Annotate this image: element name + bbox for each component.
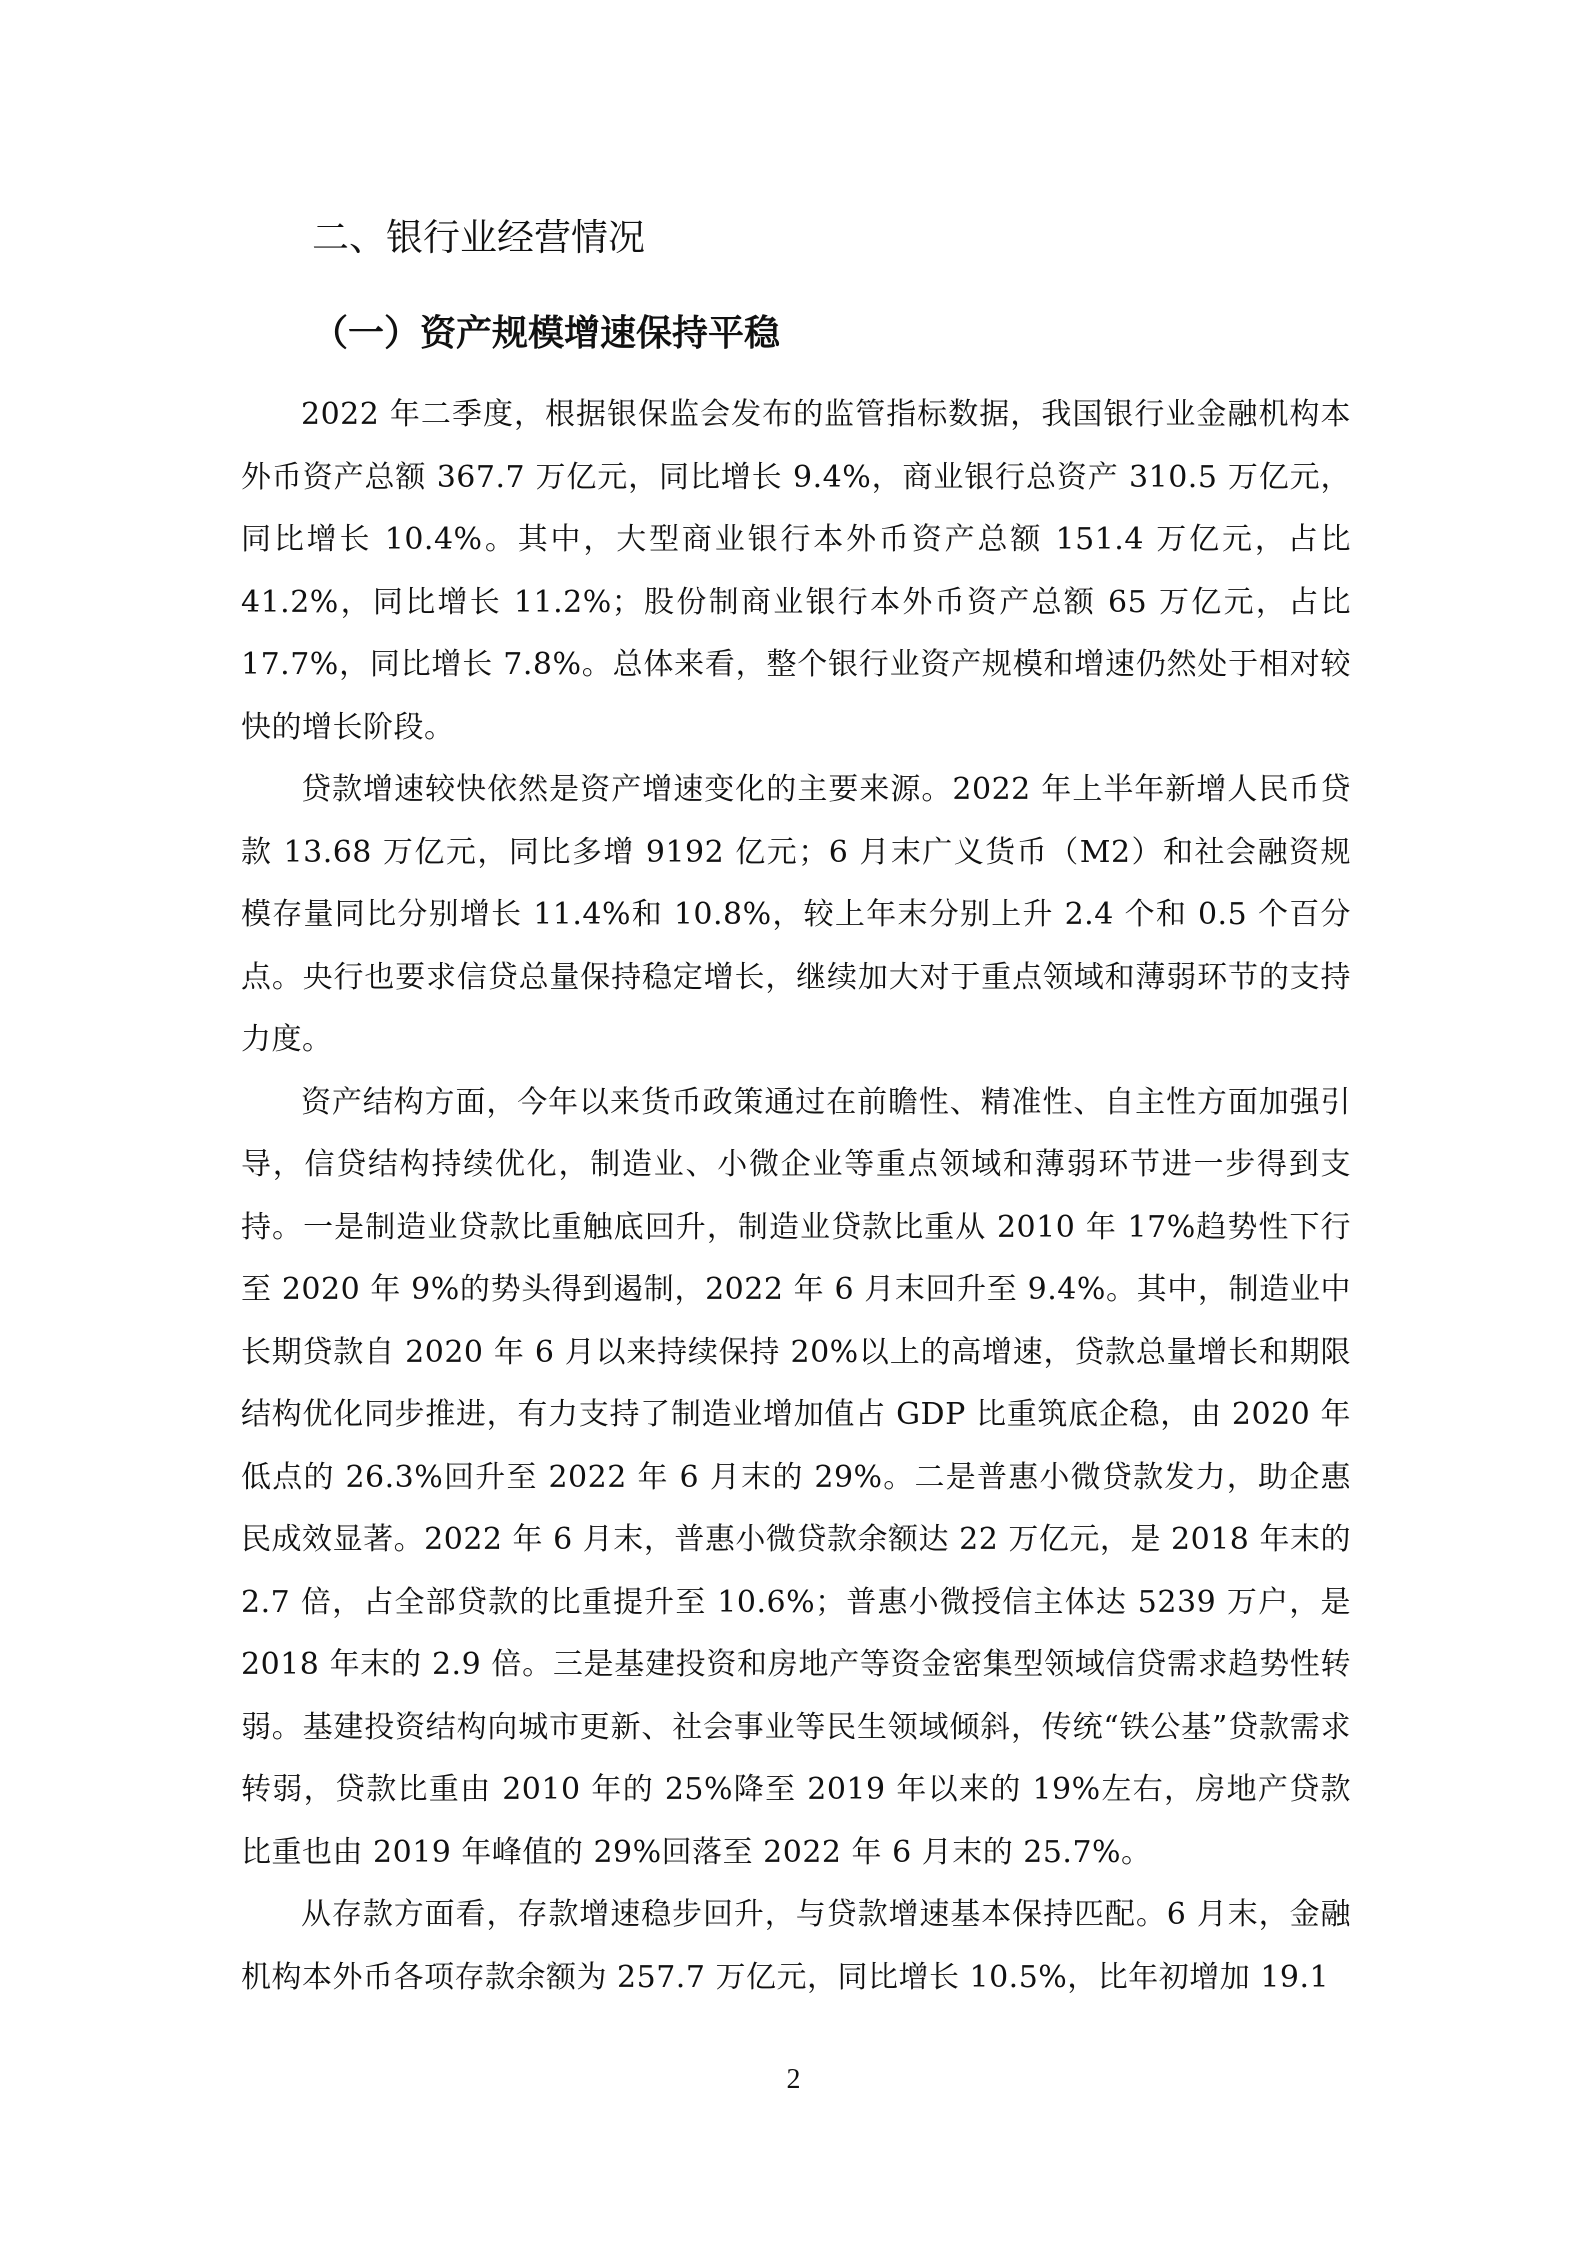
paragraph-loan-growth: 贷款增速较快依然是资产增速变化的主要来源。2022 年上半年新增人民币贷款 13.68 万亿元，同比多增 9192 亿元；6 月末广义货币（M2）和社会融资规模存量同比分别增长 11.4%和 10.8%，较上年末分别上升 2.4 个和 0.5 个百分点。央行也要求信贷总量保持稳定增长，继续加大对于重点领域和薄弱环节的支持力度。	[241, 772, 1351, 1057]
page-number: 2	[786, 2064, 801, 2095]
paragraph-asset-scale: 2022 年二季度，根据银保监会发布的监管指标数据，我国银行业金融机构本外币资产总额 367.7 万亿元，同比增长 9.4%，商业银行总资产 310.5 万亿元，同比增长 10.4%。其中，大型商业银行本外币资产总额 151.4 万亿元，占比 41.2%，同比增长 11.2%；股份制商业银行本外币资产总额 65 万亿元，占比 17.7%，同比增长 7.8%。总体来看，整个银行业资产规模和增速仍然处于相对较快的增长阶段。	[241, 397, 1351, 745]
subsection-heading: （一）资产规模增速保持平稳	[312, 312, 781, 354]
paragraph-asset-structure: 资产结构方面，今年以来货币政策通过在前瞻性、精准性、自主性方面加强引导，信贷结构持续优化，制造业、小微企业等重点领域和薄弱环节进一步得到支持。一是制造业贷款比重触底回升，制造业贷款比重从 2010 年 17%趋势性下行至 2020 年 9%的势头得到遏制，2022 年 6 月末回升至 9.4%。其中，制造业中长期贷款自 2020 年 6 月以来持续保持 20%以上的高增速，贷款总量增长和期限结构优化同步推进，有力支持了制造业增加值占 GDP 比重筑底企稳，由 2020 年低点的 26.3%回升至 2022 年 6 月末的 29%。二是普惠小微贷款发力，助企惠民成效显著。2022 年 6 月末，普惠小微贷款余额达 22 万亿元，是 2018 年末的 2.7 倍，占全部贷款的比重提升至 10.6%；普惠小微授信主体达 5239 万户，是 2018 年末的 2.9 倍。三是基建投资和房地产等资金密集型领域信贷需求趋势性转弱。基建投资结构向城市更新、社会事业等民生领域倾斜，传统“铁公基”贷款需求转弱，贷款比重由 2010 年的 25%降至 2019 年以来的 19%左右，房地产贷款比重也由 2019 年峰值的 29%回落至 2022 年 6 月末的 25.7%。	[241, 1084, 1351, 1870]
paragraph-deposits: 从存款方面看，存款增速稳步回升，与贷款增速基本保持匹配。6 月末，金融机构本外币各项存款余额为 257.7 万亿元，同比增长 10.5%，比年初增加 19.1	[241, 1897, 1351, 1995]
section-heading: 二、银行业经营情况	[312, 216, 645, 259]
body-text	[241, 384, 1351, 2009]
